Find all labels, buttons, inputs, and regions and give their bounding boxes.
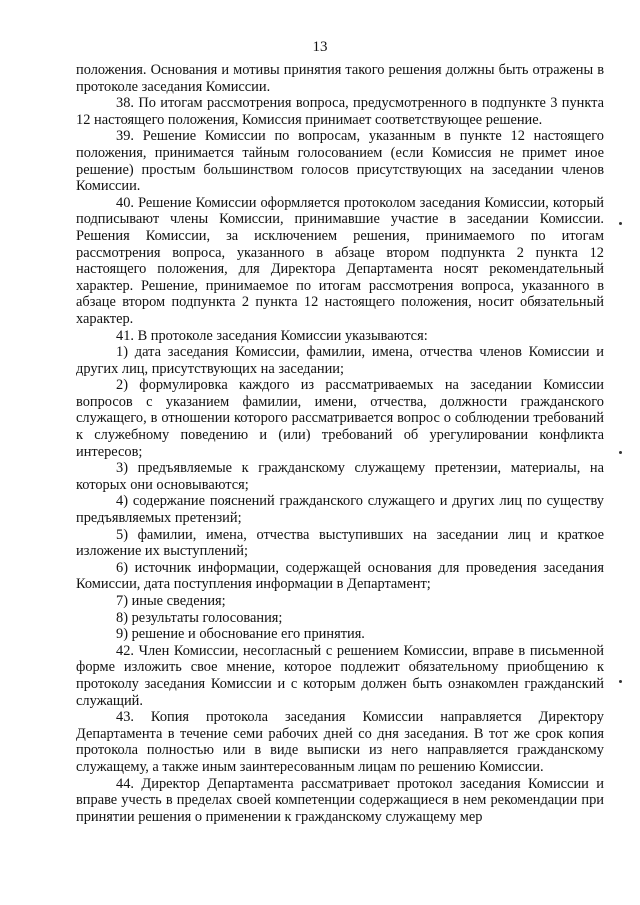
paragraph-38: 38. По итогам рассмотрения вопроса, предусмотренного в подпункте 3 пункта 12 настоящего положения, Комиссия принимает соответствующее решение. bbox=[76, 95, 604, 128]
list-item-6: 6) источник информации, содержащей основания для проведения заседания Комиссии, дата поступления информации в Департамент; bbox=[76, 559, 604, 593]
list-item-1: 1) дата заседания Комиссии, фамилии, имена, отчества членов Комиссии и других лиц, присутствующих на заседании; bbox=[76, 344, 604, 377]
paragraph-43: 43. Копия протокола заседания Комиссии направляется Директору Департамента в течение семи рабочих дней со дня заседания. В тот же срок копия протокола полностью или в виде выписки из него направляется гражданскому служащему, а также иным заинтересованным лицам по решению Комиссии. bbox=[76, 709, 604, 775]
paragraph-41: 41. В протоколе заседания Комиссии указываются: bbox=[116, 327, 428, 344]
paragraph-39: 39. Решение Комиссии по вопросам, указанным в пункте 12 настоящего положения, принимается тайным голосованием (если Комиссия не примет иное решение) простым большинством голосов присутствующих на заседании членов Комиссии. bbox=[76, 128, 604, 195]
scan-speck bbox=[619, 451, 622, 454]
paragraph-40: 40. Решение Комиссии оформляется протоколом заседания Комиссии, который подписывают члены Комиссии, принимавшие участие в заседании Комиссии. Решения Комиссии, за исключением решения, принимаемого по итогам рассмотрения вопроса, указанного в абзаце втором подпункта 2 пункта 12 настоящего положения, для Директора Департамента носят рекомендательный характер. Решение, принимаемое по итогам рассмотрения вопроса, указанного в абзаце втором подпункта 2 пункта 12 настоящего положения, носит обязательный характер. bbox=[76, 194, 604, 327]
list-item-5: 5) фамилии, имена, отчества выступивших на заседании лиц и краткое изложение их выступлений; bbox=[76, 526, 604, 560]
scan-speck bbox=[619, 680, 622, 683]
scan-speck bbox=[619, 222, 622, 225]
list-item-9: 9) решение и обоснование его принятия. bbox=[116, 626, 365, 643]
list-item-7: 7) иные сведения; bbox=[116, 593, 226, 609]
paragraph-44: 44. Директор Департамента рассматривает протокол заседания Комиссии и вправе учесть в пределах своей компетенции содержащиеся в нем рекомендации при принятии решения о применении к гражданскому служащему мер bbox=[76, 775, 604, 825]
list-item-2: 2) формулировка каждого из рассматриваемых на заседании Комиссии вопросов с указанием фамилии, имени, отчества, должности гражданского служащего, в отношении которого рассматривается вопрос о соблюдении требований к служебному поведению и (или) требований об урегулировании конфликта интересов; bbox=[76, 377, 604, 460]
document-body bbox=[76, 62, 604, 825]
page-number: 13 bbox=[312, 39, 328, 55]
list-item-8: 8) результаты голосования; bbox=[116, 609, 283, 626]
list-item-4: 4) содержание пояснений гражданского служащего и других лиц по существу предъявляемых претензий; bbox=[76, 493, 604, 527]
paragraph-continuation: положения. Основания и мотивы принятия такого решения должны быть отражены в протоколе заседания Комиссии. bbox=[76, 62, 604, 95]
paragraph-42: 42. Член Комиссии, несогласный с решением Комиссии, вправе в письменной форме изложить свое мнение, которое подлежит обязательному приобщению к протоколу заседания Комиссии и с которым должен быть ознакомлен гражданский служащий. bbox=[76, 642, 604, 709]
list-item-3: 3) предъявляемые к гражданскому служащему претензии, материалы, на которых они основываются; bbox=[76, 460, 604, 493]
